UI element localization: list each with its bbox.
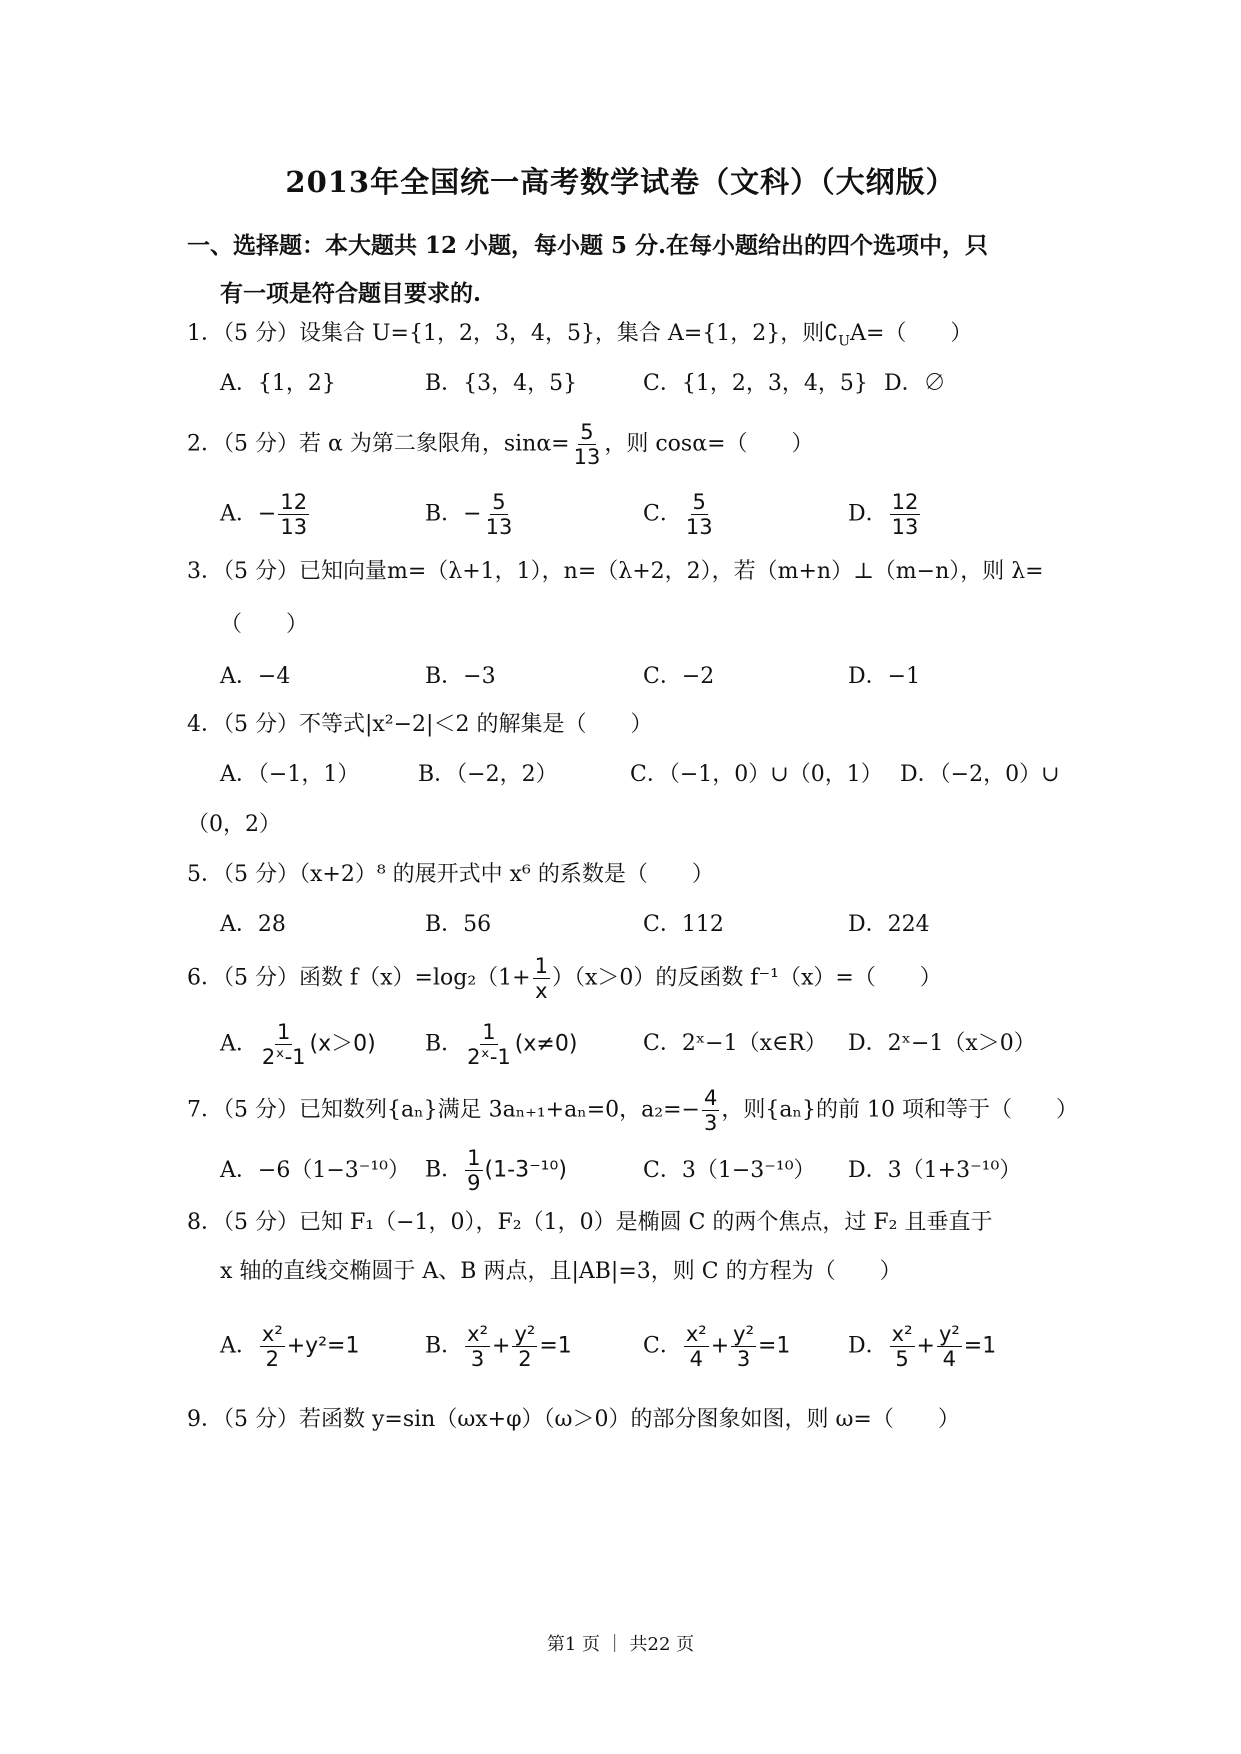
q8-c-fraction-2 — [731, 1322, 756, 1371]
q6-frac-num: 1 — [534, 954, 548, 978]
q7-frac-den: 3 — [703, 1111, 718, 1135]
q2-a-label: A． — [220, 501, 258, 527]
q2-d-num: 12 — [891, 490, 919, 514]
q8-option-b — [425, 1322, 572, 1371]
q7-frac-num: 4 — [703, 1086, 718, 1110]
q6-option-d: D．2ˣ−1（x＞0） — [848, 1031, 1036, 1056]
q2-d-label: D． — [848, 501, 888, 527]
q8-b-label: B． — [425, 1333, 464, 1359]
question-4-stem: 4．（5 分）不等式|x²−2|＜2 的解集是（ ） — [187, 712, 653, 737]
q8-option-d — [848, 1322, 996, 1371]
q8-a-tail: +y²=1 — [286, 1333, 360, 1359]
q8-c-num1: x² — [685, 1322, 707, 1346]
q2-option-d — [848, 490, 922, 539]
q2-frac-den: 13 — [573, 445, 601, 469]
q8-c-fraction-1 — [684, 1322, 709, 1371]
q6-stem-text: 6．（5 分）函数 f（x）=log₂（1+ — [187, 965, 531, 991]
q1-option-b: B．{3，4，5} — [425, 371, 578, 396]
q8-c-tail: =1 — [758, 1333, 791, 1359]
question-8-stem-cont: x 轴的直线交椭圆于 A、B 两点，且|AB|=3，则 C 的方程为（ ） — [220, 1259, 902, 1284]
question-3-stem: 3．（5 分）已知向量m=（λ+1，1），n=（λ+2，2），若（m+n）⊥（m−n），则 λ= — [187, 559, 1044, 584]
q4-option-d: D．（−2，0）∪ — [900, 762, 1060, 787]
q2-option-a — [220, 490, 311, 539]
q4-option-d-cont: （0，2） — [187, 812, 281, 837]
q1-stem-text: 1．（5 分）设集合 U={1，2，3，4，5}，集合 A={1，2}，则 — [187, 321, 825, 346]
q8-b-plus: + — [492, 1333, 511, 1359]
q6-frac-den: x — [535, 979, 548, 1003]
q7-option-d: D．3（1+3⁻¹⁰） — [848, 1158, 1022, 1183]
complement-subscript: U — [838, 333, 851, 350]
q5-option-d: D．224 — [848, 912, 930, 937]
q2-b-sign: − — [463, 501, 482, 527]
q2-b-label: B． — [425, 501, 464, 527]
q2-c-fraction — [684, 490, 715, 539]
question-9-stem: 9．（5 分）若函数 y=sin（ωx+φ）（ω＞0）的部分图象如图，则 ω=（ ） — [187, 1407, 960, 1432]
q6-b-den: 2ˣ-1 — [467, 1045, 511, 1069]
q8-d-den2: 4 — [942, 1347, 957, 1371]
q6-a-den: 2ˣ-1 — [261, 1045, 306, 1069]
question-7-stem — [187, 1086, 1078, 1135]
q6-b-fraction — [465, 1020, 513, 1069]
q7-option-c: C．3（1−3⁻¹⁰） — [643, 1158, 816, 1183]
q8-b-fraction-1 — [465, 1322, 490, 1371]
q8-d-num2: y² — [938, 1322, 960, 1346]
q2-c-label: C． — [643, 501, 682, 527]
q1-option-d: D．∅ — [884, 371, 946, 396]
q2-fraction — [572, 420, 603, 469]
question-1-stem — [187, 317, 972, 358]
q8-b-fraction-2 — [512, 1322, 537, 1371]
q6-a-tail: (x＞0) — [309, 1031, 376, 1057]
q2-a-den: 13 — [280, 515, 308, 539]
q6-option-b — [425, 1020, 577, 1069]
q6-a-num: 1 — [277, 1020, 291, 1044]
question-8-stem: 8．（5 分）已知 F₁（−1，0），F₂（1，0）是椭圆 C 的两个焦点，过 F₂ 且垂直于 — [187, 1210, 993, 1235]
q8-b-num1: x² — [467, 1322, 489, 1346]
q7-b-fraction — [465, 1146, 482, 1195]
q8-c-plus: + — [710, 1333, 730, 1359]
q7-option-b — [425, 1146, 567, 1195]
q7-b-num: 1 — [467, 1146, 481, 1170]
question-3-stem-cont: （ ） — [220, 612, 309, 637]
q6-b-num: 1 — [482, 1020, 496, 1044]
complement-symbol: ∁ — [824, 321, 839, 346]
q2-b-fraction — [484, 490, 515, 539]
q8-a-den: 2 — [265, 1347, 279, 1371]
section-heading-line2: 有一项是符合题目要求的. — [220, 280, 482, 307]
q7-b-den: 9 — [467, 1171, 481, 1195]
q1-option-c: C．{1，2，3，4，5} — [643, 371, 868, 396]
q2-c-den: 13 — [685, 515, 713, 539]
q2-b-num: 5 — [492, 490, 506, 514]
q8-d-fraction-2 — [937, 1322, 962, 1371]
q2-a-sign: − — [257, 501, 277, 527]
q2-d-fraction — [890, 490, 921, 539]
q3-option-d: D．−1 — [848, 664, 921, 689]
q8-c-den1: 4 — [689, 1347, 703, 1371]
q8-b-den1: 3 — [470, 1347, 485, 1371]
question-6-stem — [187, 954, 942, 1003]
q7-option-a: A．−6（1−3⁻¹⁰） — [220, 1158, 410, 1183]
q2-d-den: 13 — [891, 515, 919, 539]
q8-c-label: C． — [643, 1333, 682, 1359]
q7-fraction — [702, 1086, 719, 1135]
q3-option-b: B．−3 — [425, 664, 496, 689]
q2-frac-num: 5 — [580, 420, 594, 444]
q8-d-den1: 5 — [895, 1347, 909, 1371]
q5-option-b: B．56 — [425, 912, 492, 937]
q1-option-a: A．{1，2} — [220, 371, 336, 396]
q6-stem-tail: ）（x＞0）的反函数 f⁻¹（x）=（ ） — [551, 965, 942, 991]
q5-option-c: C．112 — [643, 912, 724, 937]
q6-option-a — [220, 1020, 376, 1069]
q7-b-label: B． — [425, 1157, 464, 1183]
q8-b-den2: 2 — [518, 1347, 532, 1371]
q8-b-tail: =1 — [539, 1333, 572, 1359]
q4-option-c: C．（−1，0）∪（0，1） — [630, 762, 883, 787]
q8-d-tail: =1 — [963, 1333, 997, 1359]
q6-a-fraction — [260, 1020, 308, 1069]
q2-b-den: 13 — [485, 515, 513, 539]
question-5-stem: 5．（5 分）（x+2）⁸ 的展开式中 x⁶ 的系数是（ ） — [187, 862, 714, 887]
q8-c-num2: y² — [733, 1322, 754, 1346]
q4-option-a: A．（−1，1） — [220, 762, 360, 787]
section-heading-line1: 一、选择题：本大题共 12 小题，每小题 5 分.在每小题给出的四个选项中，只 — [187, 232, 989, 259]
q2-stem-tail: ，则 cosα=（ ） — [604, 431, 814, 457]
q7-stem-tail: ，则{aₙ}的前 10 项和等于（ ） — [721, 1097, 1078, 1123]
q8-a-fraction — [260, 1322, 285, 1371]
q2-a-fraction — [278, 490, 309, 539]
q8-d-fraction-1 — [890, 1322, 915, 1371]
q6-b-label: B． — [425, 1031, 464, 1057]
q4-option-b: B．（−2，2） — [418, 762, 558, 787]
q7-stem-text: 7．（5 分）已知数列{aₙ}满足 3aₙ₊₁+aₙ=0，a₂=− — [187, 1097, 700, 1123]
q8-option-a — [220, 1322, 359, 1371]
section-heading — [187, 222, 1067, 318]
q2-stem-text: 2．（5 分）若 α 为第二象限角，sinα= — [187, 431, 570, 457]
q8-d-num1: x² — [891, 1322, 913, 1346]
q8-d-plus: + — [916, 1333, 935, 1359]
q8-b-num2: y² — [514, 1322, 536, 1346]
q1-stem-tail: A=（ ） — [850, 321, 973, 346]
q2-option-c — [643, 490, 717, 539]
q8-a-num: x² — [261, 1322, 283, 1346]
q6-fraction — [533, 954, 550, 1003]
q8-c-den2: 3 — [736, 1347, 751, 1371]
q8-option-c — [643, 1322, 790, 1371]
q2-a-num: 12 — [280, 490, 308, 514]
q2-option-b — [425, 490, 516, 539]
q2-c-num: 5 — [692, 490, 706, 514]
q6-b-tail: (x≠0) — [514, 1031, 578, 1057]
q8-d-label: D． — [848, 1333, 888, 1359]
page-title: 2013年全国统一高考数学试卷（文科）（大纲版） — [285, 165, 956, 199]
question-2-stem — [187, 420, 814, 469]
q7-b-tail: (1-3⁻¹⁰) — [484, 1157, 567, 1183]
page-footer: 第1 页 ｜ 共22 页 — [546, 1634, 695, 1655]
q6-a-label: A． — [220, 1031, 258, 1057]
q8-a-label: A． — [220, 1333, 258, 1359]
q6-option-c: C．2ˣ−1（x∈R） — [643, 1031, 827, 1056]
q3-option-a: A．−4 — [220, 664, 291, 689]
q3-option-c: C．−2 — [643, 664, 715, 689]
q5-option-a: A．28 — [220, 912, 286, 937]
